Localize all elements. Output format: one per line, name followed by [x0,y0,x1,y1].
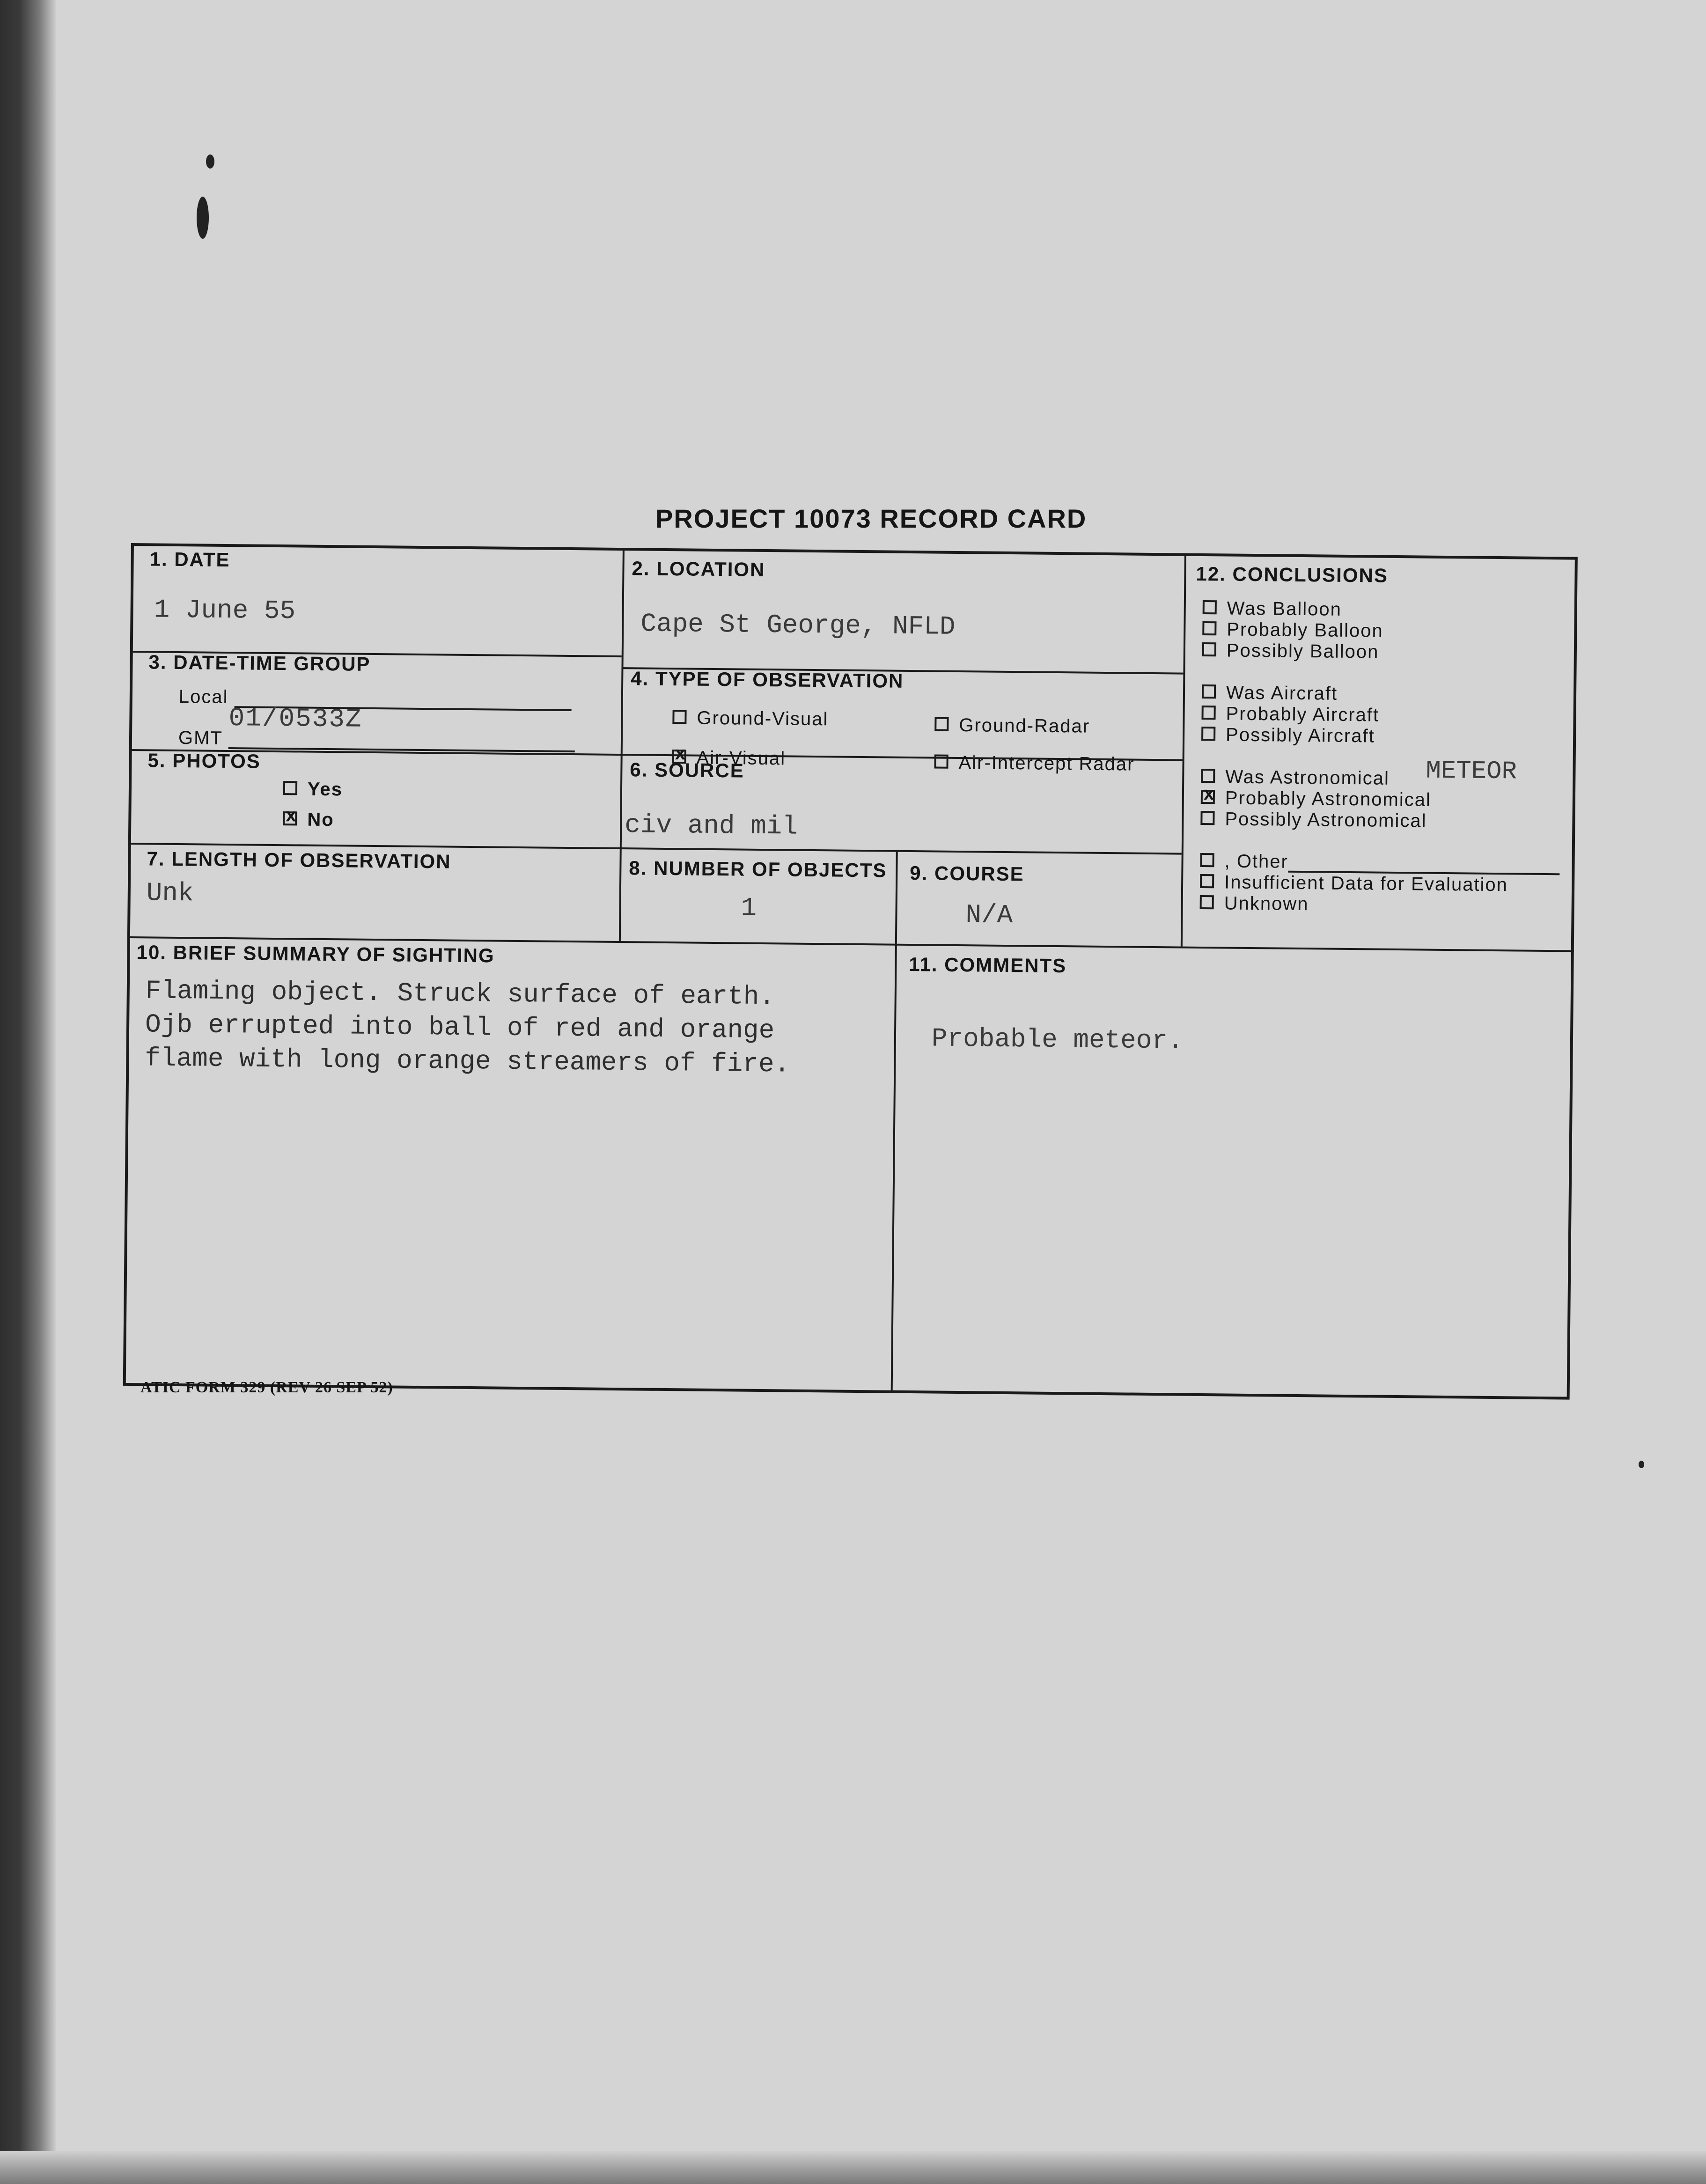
date-label: 1. DATE [149,548,230,571]
checkbox[interactable] [672,710,686,724]
option-ground-visual[interactable]: Ground-Visual [672,707,828,730]
ink-speck [206,154,214,169]
option-possibly-aircraft[interactable]: Possibly Aircraft [1201,724,1375,747]
checkbox[interactable] [934,755,948,769]
form-id: ATIC FORM 329 (REV 26 SEP 52) [140,1379,393,1396]
date-value: 1 June 55 [154,595,296,626]
option-possibly-balloon[interactable]: Possibly Balloon [1202,640,1379,663]
brief-summary-label: 10. BRIEF SUMMARY OF SIGHTING [136,941,495,967]
type-of-observation-label: 4. TYPE OF OBSERVATION [631,667,904,692]
checkbox-checked[interactable] [283,812,297,826]
card-title: PROJECT 10073 RECORD CARD [655,504,1087,533]
checkbox-checked[interactable] [1201,790,1215,804]
comments-label: 11. COMMENTS [909,953,1067,977]
gmt-underline [228,703,575,752]
summary-line: flame with long orange streamers of fire. [145,1043,790,1080]
option-probably-astronomical[interactable]: xProbably Astronomical [1201,787,1431,811]
checkbox[interactable] [283,781,297,795]
option-insufficient-data[interactable]: Insufficient Data for Evaluation [1200,872,1508,896]
checkbox[interactable] [1201,727,1215,741]
location-label: 2. LOCATION [632,557,765,581]
location-value: Cape St George, NFLD [640,609,956,642]
option-was-aircraft[interactable]: Was Aircraft [1202,682,1338,705]
scan-shadow-bottom [0,2151,1706,2184]
date-time-group-label: 3. DATE-TIME GROUP [148,651,371,675]
source-value: civ and mil [624,810,798,842]
gmt-field [178,703,575,752]
meteor-annotation: METEOR [1426,757,1517,787]
option-photos-no[interactable]: xNo [283,809,334,831]
checkbox[interactable] [1203,600,1217,614]
local-label: Local [178,686,228,708]
number-of-objects-label: 8. NUMBER OF OBJECTS [629,857,887,882]
gmt-value: 01/0533Z [228,703,362,735]
option-was-balloon[interactable]: Was Balloon [1203,598,1342,620]
checkbox[interactable] [1202,621,1216,635]
gmt-label: GMT [178,727,223,749]
course-value: N/A [965,900,1013,931]
number-of-objects-value: 1 [741,893,757,923]
photos-label: 5. PHOTOS [147,749,261,772]
checkbox[interactable] [1202,684,1216,699]
comments-value: Probable meteor. [931,1023,1184,1056]
checkbox[interactable] [1202,642,1216,656]
option-possibly-astronomical[interactable]: Possibly Astronomical [1200,809,1427,832]
summary-line: Ojb errupted into ball of red and orange [145,1009,775,1046]
checkbox[interactable] [1200,895,1214,909]
option-unknown[interactable]: Unknown [1200,893,1309,915]
ink-speck [197,197,209,239]
checkbox[interactable] [1200,811,1214,825]
checkbox[interactable] [1200,853,1214,867]
checkbox[interactable] [1201,769,1215,783]
option-air-visual[interactable]: xAir-Visual [672,747,786,769]
option-other[interactable]: , Other [1200,851,1560,875]
checkbox[interactable] [934,717,949,731]
summary-line: Flaming object. Struck surface of earth. [145,976,775,1012]
conclusions-label: 12. CONCLUSIONS [1196,562,1389,587]
brief-summary-text [145,974,791,1081]
ink-speck [1639,1461,1644,1468]
option-was-astronomical[interactable]: Was Astronomical [1201,766,1390,789]
length-of-observation-label: 7. LENGTH OF OBSERVATION [147,847,451,873]
option-probably-balloon[interactable]: Probably Balloon [1202,619,1383,642]
record-card [123,543,1578,1400]
option-photos-yes[interactable]: Yes [283,779,343,800]
source-label: 6. SOURCE [630,758,745,782]
scan-shadow-left [0,0,56,2184]
option-ground-radar[interactable]: Ground-Radar [934,714,1090,737]
checkbox[interactable] [1201,706,1215,720]
option-probably-aircraft[interactable]: Probably Aircraft [1201,703,1379,726]
course-label: 9. COURSE [910,862,1024,885]
option-air-intercept-radar[interactable]: Air-Intercept Radar [934,752,1134,775]
checkbox[interactable] [1200,874,1214,888]
length-of-observation-value: Unk [146,878,194,909]
